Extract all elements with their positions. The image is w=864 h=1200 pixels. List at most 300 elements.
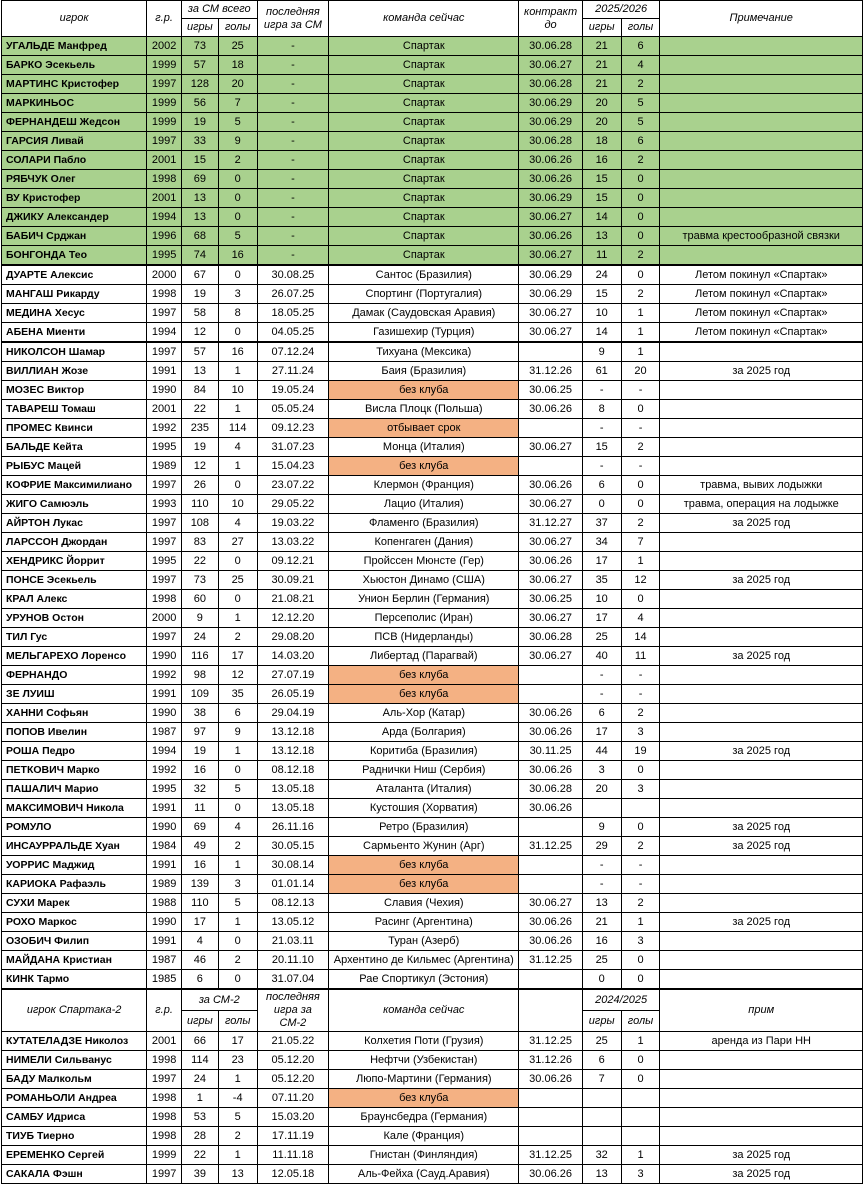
current-team: Монца (Италия) xyxy=(329,438,519,457)
season-games: 61 xyxy=(582,362,621,381)
cm-games: 19 xyxy=(181,742,218,761)
season-games: 34 xyxy=(582,533,621,552)
note xyxy=(660,246,863,266)
cm-games: 22 xyxy=(181,552,218,571)
contract-until: 30.06.26 xyxy=(519,400,582,419)
player-name: ТИУБ Тиерно xyxy=(2,1127,147,1146)
player-name: РОША Педро xyxy=(2,742,147,761)
player-name: ДЖИКУ Александер xyxy=(2,208,147,227)
note: травма крестообразной связки xyxy=(660,227,863,246)
season-goals: 7 xyxy=(621,533,660,552)
cm-games: 56 xyxy=(181,94,218,113)
cm-games: 116 xyxy=(181,647,218,666)
last-game: - xyxy=(257,75,329,94)
cm-games: 6 xyxy=(181,970,218,990)
season-games xyxy=(582,1127,621,1146)
note xyxy=(660,113,863,132)
player-name: ТИЛ Гус xyxy=(2,628,147,647)
birth-year: 1997 xyxy=(147,1165,182,1184)
birth-year: 1997 xyxy=(147,342,182,362)
table-row xyxy=(2,590,863,609)
current-team: Хьюстон Динамо (США) xyxy=(329,571,519,590)
season-games: 7 xyxy=(582,1070,621,1089)
player-name: МАНГАШ Рикарду xyxy=(2,285,147,304)
cm-goals: 17 xyxy=(218,647,257,666)
player-name: МАРКИНЬОС xyxy=(2,94,147,113)
season-goals: 1 xyxy=(621,1032,660,1051)
season-games: 3 xyxy=(582,761,621,780)
contract-until: 30.06.29 xyxy=(519,113,582,132)
birth-year: 1991 xyxy=(147,856,182,875)
birth-year: 1984 xyxy=(147,837,182,856)
birth-year: 1998 xyxy=(147,170,182,189)
season-games: 14 xyxy=(582,323,621,343)
contract-until: 30.06.26 xyxy=(519,1165,582,1184)
current-team: без клуба xyxy=(329,381,519,400)
last-game: 30.08.14 xyxy=(257,856,329,875)
note xyxy=(660,894,863,913)
cm-games: 74 xyxy=(181,246,218,266)
col-season: 2025/2026 xyxy=(582,1,660,19)
cm-games: 12 xyxy=(181,457,218,476)
contract-until xyxy=(519,875,582,894)
contract-until: 30.06.29 xyxy=(519,265,582,285)
table-row xyxy=(2,400,863,419)
col-cm-total: за СМ всего xyxy=(181,1,257,19)
current-team: Туран (Азерб) xyxy=(329,932,519,951)
table-header-row-2 xyxy=(2,989,863,1011)
note xyxy=(660,761,863,780)
current-team: Спартак xyxy=(329,94,519,113)
last-game: 21.08.21 xyxy=(257,590,329,609)
contract-until xyxy=(519,457,582,476)
season-goals: - xyxy=(621,419,660,438)
table-row xyxy=(2,799,863,818)
last-game: 08.12.18 xyxy=(257,761,329,780)
note xyxy=(660,189,863,208)
last-game: - xyxy=(257,132,329,151)
season-games: 15 xyxy=(582,189,621,208)
contract-until: 30.06.28 xyxy=(519,628,582,647)
current-team: Спартак xyxy=(329,227,519,246)
last-game: 27.11.24 xyxy=(257,362,329,381)
current-team: Фламенго (Бразилия) xyxy=(329,514,519,533)
cm-goals: 2 xyxy=(218,1127,257,1146)
cm-games: 68 xyxy=(181,227,218,246)
season-games: 9 xyxy=(582,342,621,362)
col2-season: 2024/2025 xyxy=(582,989,660,1011)
cm-goals: 2 xyxy=(218,151,257,170)
player-name: ХЕНДРИКС Йоррит xyxy=(2,552,147,571)
birth-year: 1998 xyxy=(147,1051,182,1070)
table-row xyxy=(2,704,863,723)
season-games: 15 xyxy=(582,438,621,457)
season-games: 15 xyxy=(582,170,621,189)
cm-goals: 1 xyxy=(218,362,257,381)
season-games: 25 xyxy=(582,1032,621,1051)
current-team: Аль-Хор (Катар) xyxy=(329,704,519,723)
birth-year: 1998 xyxy=(147,1127,182,1146)
current-team: Дамак (Саудовская Аравия) xyxy=(329,304,519,323)
last-game: - xyxy=(257,56,329,75)
cm-games: 66 xyxy=(181,1032,218,1051)
note xyxy=(660,56,863,75)
note xyxy=(660,628,863,647)
cm-goals: 1 xyxy=(218,609,257,628)
table-row xyxy=(2,514,863,533)
current-team: ПСВ (Нидерланды) xyxy=(329,628,519,647)
note xyxy=(660,1108,863,1127)
contract-until: 31.12.25 xyxy=(519,837,582,856)
season-goals: 6 xyxy=(621,132,660,151)
cm-goals: 0 xyxy=(218,208,257,227)
col2-year: г.р. xyxy=(147,989,182,1032)
cm-games: 49 xyxy=(181,837,218,856)
current-team: Клермон (Франция) xyxy=(329,476,519,495)
last-game: - xyxy=(257,246,329,266)
col2-last-game: последняя игра за СМ-2 xyxy=(257,989,329,1032)
birth-year: 1998 xyxy=(147,285,182,304)
col2-contract xyxy=(519,989,582,1032)
birth-year: 2001 xyxy=(147,400,182,419)
cm-goals: 2 xyxy=(218,837,257,856)
last-game: 20.11.10 xyxy=(257,951,329,970)
current-team: Сармьенто Жунин (Арг) xyxy=(329,837,519,856)
player-name: КАРИОКА Рафаэль xyxy=(2,875,147,894)
cm-goals: 16 xyxy=(218,246,257,266)
current-team: Спартак xyxy=(329,189,519,208)
birth-year: 1991 xyxy=(147,685,182,704)
cm-games: 60 xyxy=(181,590,218,609)
cm-games: 33 xyxy=(181,132,218,151)
season-goals: 1 xyxy=(621,913,660,932)
season-games: 17 xyxy=(582,723,621,742)
cm-goals: 0 xyxy=(218,761,257,780)
cm-goals: 3 xyxy=(218,285,257,304)
note xyxy=(660,856,863,875)
season-games: - xyxy=(582,875,621,894)
table-row xyxy=(2,246,863,266)
cm-goals: 13 xyxy=(218,1165,257,1184)
cm-goals: 5 xyxy=(218,780,257,799)
season-goals: 0 xyxy=(621,590,660,609)
note xyxy=(660,342,863,362)
contract-until: 30.06.28 xyxy=(519,132,582,151)
note xyxy=(660,609,863,628)
player-name: ПАШАЛИЧ Марио xyxy=(2,780,147,799)
current-team: Колхетия Поти (Грузия) xyxy=(329,1032,519,1051)
col-last-game: последняя игра за СМ xyxy=(257,1,329,37)
cm-goals: 25 xyxy=(218,37,257,56)
season-games: 18 xyxy=(582,132,621,151)
table-row xyxy=(2,685,863,704)
cm-games: 83 xyxy=(181,533,218,552)
season-goals: 3 xyxy=(621,780,660,799)
last-game: 31.07.23 xyxy=(257,438,329,457)
current-team: отбывает срок xyxy=(329,419,519,438)
player-name: АБЕНА Миенти xyxy=(2,323,147,343)
last-game: 05.12.20 xyxy=(257,1070,329,1089)
season-goals: 11 xyxy=(621,647,660,666)
cm-goals: 2 xyxy=(218,951,257,970)
player-name: СОЛАРИ Пабло xyxy=(2,151,147,170)
spartak2-body xyxy=(2,1032,863,1184)
contract-until xyxy=(519,666,582,685)
cm-games: 235 xyxy=(181,419,218,438)
current-team: Кустошия (Хорватия) xyxy=(329,799,519,818)
birth-year: 1990 xyxy=(147,913,182,932)
table-row xyxy=(2,609,863,628)
season-games: - xyxy=(582,457,621,476)
contract-until: 30.06.27 xyxy=(519,304,582,323)
birth-year: 1997 xyxy=(147,533,182,552)
contract-until: 31.12.27 xyxy=(519,514,582,533)
note: аренда из Пари НН xyxy=(660,1032,863,1051)
season-games: - xyxy=(582,381,621,400)
player-name: РЫБУС Мацей xyxy=(2,457,147,476)
cm-goals: 4 xyxy=(218,818,257,837)
birth-year: 1998 xyxy=(147,1108,182,1127)
last-game: 07.11.20 xyxy=(257,1089,329,1108)
season-games xyxy=(582,1089,621,1108)
note xyxy=(660,381,863,400)
season-goals xyxy=(621,1108,660,1127)
last-game: 05.05.24 xyxy=(257,400,329,419)
cm-games: 98 xyxy=(181,666,218,685)
cm-goals: 5 xyxy=(218,227,257,246)
table-row xyxy=(2,552,863,571)
season-games: 6 xyxy=(582,1051,621,1070)
player-name: БАБИЧ Срджан xyxy=(2,227,147,246)
contract-until xyxy=(519,970,582,990)
birth-year: 1990 xyxy=(147,818,182,837)
contract-until xyxy=(519,818,582,837)
current-team: Славия (Чехия) xyxy=(329,894,519,913)
season-goals: 1 xyxy=(621,323,660,343)
table-row xyxy=(2,151,863,170)
current-team: без клуба xyxy=(329,856,519,875)
cm-games: 19 xyxy=(181,438,218,457)
player-name: ЕРЕМЕНКО Сергей xyxy=(2,1146,147,1165)
cm-games: 58 xyxy=(181,304,218,323)
cm-games: 13 xyxy=(181,189,218,208)
table-row xyxy=(2,951,863,970)
birth-year: 1990 xyxy=(147,381,182,400)
player-name: РОМАНЬОЛИ Андреа xyxy=(2,1089,147,1108)
last-game: 14.03.20 xyxy=(257,647,329,666)
player-name: МОЗЕС Виктор xyxy=(2,381,147,400)
season-goals: 0 xyxy=(621,951,660,970)
contract-until xyxy=(519,685,582,704)
contract-until: 30.06.29 xyxy=(519,189,582,208)
table-row xyxy=(2,285,863,304)
player-name: САКАЛА Фэшн xyxy=(2,1165,147,1184)
birth-year: 1997 xyxy=(147,304,182,323)
note xyxy=(660,799,863,818)
table-row xyxy=(2,94,863,113)
contract-until xyxy=(519,1108,582,1127)
last-game: 15.04.23 xyxy=(257,457,329,476)
note xyxy=(660,875,863,894)
note xyxy=(660,970,863,990)
current-team: Спартак xyxy=(329,113,519,132)
contract-until xyxy=(519,419,582,438)
season-goals: 2 xyxy=(621,438,660,457)
player-name: ЗЕ ЛУИШ xyxy=(2,685,147,704)
last-game: 09.12.23 xyxy=(257,419,329,438)
season-goals: 0 xyxy=(621,495,660,514)
current-team: Архентино де Кильмес (Аргентина) xyxy=(329,951,519,970)
note xyxy=(660,151,863,170)
player-name: МЕДИНА Хесус xyxy=(2,304,147,323)
last-game: - xyxy=(257,94,329,113)
table-row xyxy=(2,208,863,227)
birth-year: 1992 xyxy=(147,419,182,438)
cm-goals: 0 xyxy=(218,170,257,189)
player-name: БОНГОНДА Тео xyxy=(2,246,147,266)
season-games: 13 xyxy=(582,1165,621,1184)
season-games: 21 xyxy=(582,913,621,932)
last-game: 04.05.25 xyxy=(257,323,329,343)
player-name: ПОНСЕ Эсекьель xyxy=(2,571,147,590)
season-goals: 0 xyxy=(621,761,660,780)
player-name: МАЙДАНА Кристиан xyxy=(2,951,147,970)
note xyxy=(660,400,863,419)
cm-games: 28 xyxy=(181,1127,218,1146)
note: за 2025 год xyxy=(660,514,863,533)
table-row xyxy=(2,1165,863,1184)
note xyxy=(660,666,863,685)
season-goals: 5 xyxy=(621,113,660,132)
cm-goals: 23 xyxy=(218,1051,257,1070)
cm-goals: 25 xyxy=(218,571,257,590)
table-row xyxy=(2,495,863,514)
player-name: РОХО Маркос xyxy=(2,913,147,932)
season-games: 13 xyxy=(582,227,621,246)
player-name: БАДУ Малкольм xyxy=(2,1070,147,1089)
table-row xyxy=(2,970,863,990)
col2-season-games: игры xyxy=(582,1011,621,1032)
cm-games: 84 xyxy=(181,381,218,400)
season-goals: 2 xyxy=(621,75,660,94)
note xyxy=(660,533,863,552)
last-game: - xyxy=(257,227,329,246)
season-games: 14 xyxy=(582,208,621,227)
cm-games: 22 xyxy=(181,1146,218,1165)
contract-until xyxy=(519,856,582,875)
player-name: КРАЛ Алекс xyxy=(2,590,147,609)
table-row xyxy=(2,1146,863,1165)
cm-goals: 35 xyxy=(218,685,257,704)
cm-goals: 1 xyxy=(218,400,257,419)
note xyxy=(660,438,863,457)
cm-goals: 9 xyxy=(218,132,257,151)
season-goals: 4 xyxy=(621,56,660,75)
cm-games: 57 xyxy=(181,56,218,75)
cm-games: 11 xyxy=(181,799,218,818)
current-team: без клуба xyxy=(329,1089,519,1108)
cm-games: 128 xyxy=(181,75,218,94)
contract-until: 30.11.25 xyxy=(519,742,582,761)
season-games: 32 xyxy=(582,1146,621,1165)
note xyxy=(660,75,863,94)
col-cm-games: игры xyxy=(181,19,218,37)
cm-goals: 0 xyxy=(218,590,257,609)
current-team: Люпо-Мартини (Германия) xyxy=(329,1070,519,1089)
cm-games: 4 xyxy=(181,932,218,951)
contract-until xyxy=(519,342,582,362)
cm-games: 24 xyxy=(181,1070,218,1089)
current-team: Арда (Болгария) xyxy=(329,723,519,742)
last-game: 21.03.11 xyxy=(257,932,329,951)
season-games: 0 xyxy=(582,495,621,514)
contract-until: 30.06.25 xyxy=(519,381,582,400)
birth-year: 1989 xyxy=(147,457,182,476)
player-name: СУХИ Марек xyxy=(2,894,147,913)
col-season-goals: голы xyxy=(621,19,660,37)
season-goals: 3 xyxy=(621,1165,660,1184)
birth-year: 1985 xyxy=(147,970,182,990)
contract-until: 30.06.26 xyxy=(519,799,582,818)
cm-games: 19 xyxy=(181,113,218,132)
cm-goals: 27 xyxy=(218,533,257,552)
last-game: 15.03.20 xyxy=(257,1108,329,1127)
last-game: 26.05.19 xyxy=(257,685,329,704)
season-goals: 2 xyxy=(621,285,660,304)
col2-season-goals: голы xyxy=(621,1011,660,1032)
birth-year: 1987 xyxy=(147,723,182,742)
season-goals: 5 xyxy=(621,94,660,113)
player-name: ЖИГО Самюэль xyxy=(2,495,147,514)
cm-games: 57 xyxy=(181,342,218,362)
table-row xyxy=(2,742,863,761)
last-game: 09.12.21 xyxy=(257,552,329,571)
current-team: без клуба xyxy=(329,457,519,476)
cm-goals: 0 xyxy=(218,799,257,818)
season-games: 21 xyxy=(582,37,621,56)
note: за 2025 год xyxy=(660,647,863,666)
birth-year: 1992 xyxy=(147,666,182,685)
last-game: 05.12.20 xyxy=(257,1051,329,1070)
cm-games: 16 xyxy=(181,856,218,875)
birth-year: 1994 xyxy=(147,742,182,761)
note xyxy=(660,1127,863,1146)
players-table xyxy=(1,0,863,1184)
season-goals: 1 xyxy=(621,342,660,362)
table-row xyxy=(2,1070,863,1089)
season-games: - xyxy=(582,666,621,685)
birth-year: 2002 xyxy=(147,37,182,56)
last-game: 23.07.22 xyxy=(257,476,329,495)
last-game: - xyxy=(257,208,329,227)
season-goals xyxy=(621,1127,660,1146)
current-team: Тихуана (Мексика) xyxy=(329,342,519,362)
player-name: НИМЕЛИ Сильванус xyxy=(2,1051,147,1070)
season-games: 0 xyxy=(582,970,621,990)
last-game: 27.07.19 xyxy=(257,666,329,685)
cm-goals: 12 xyxy=(218,666,257,685)
birth-year: 1999 xyxy=(147,1146,182,1165)
birth-year: 1988 xyxy=(147,894,182,913)
table-row xyxy=(2,875,863,894)
contract-until: 30.06.29 xyxy=(519,285,582,304)
cm-goals: 3 xyxy=(218,875,257,894)
contract-until: 31.12.26 xyxy=(519,1051,582,1070)
current-team: без клуба xyxy=(329,685,519,704)
table-row xyxy=(2,132,863,151)
season-goals: 0 xyxy=(621,818,660,837)
cm-games: 67 xyxy=(181,265,218,285)
